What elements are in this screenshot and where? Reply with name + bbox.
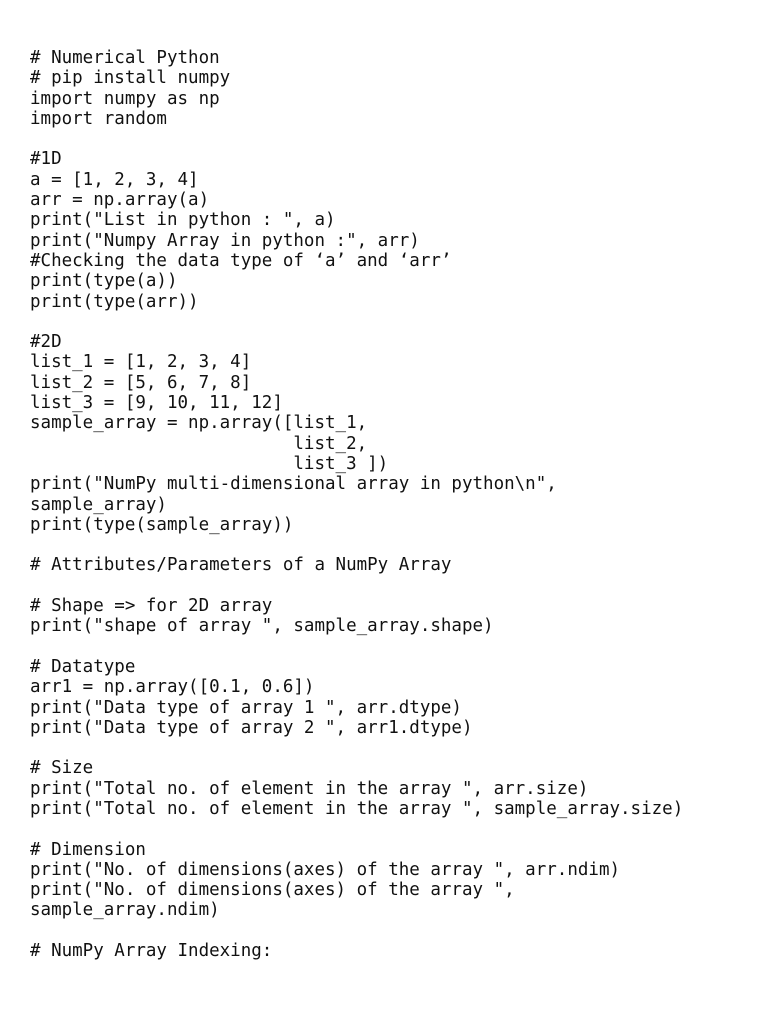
code-line: #1D (30, 149, 62, 170)
code-line (30, 312, 750, 332)
code-line: print("No. of dimensions(axes) of the array ", (30, 880, 515, 901)
code-line: arr = np.array(a) (30, 190, 210, 211)
code-line: import random (30, 108, 167, 129)
code-line: print("Data type of array 2 ", arr1.dtype) (30, 717, 473, 738)
code-line (30, 535, 750, 555)
code-line: print("Total no. of element in the array ", sample_array.size) (30, 798, 684, 819)
code-line: print("Total no. of element in the array ", arr.size) (30, 778, 589, 799)
code-line: print("shape of array ", sample_array.shape) (30, 616, 494, 637)
code-line: # Numerical Python (30, 48, 220, 68)
code-line: arr1 = np.array([0.1, 0.6]) (30, 677, 315, 698)
code-line: # NumPy Array Indexing: (30, 941, 273, 962)
code-line: # Shape => for 2D array (30, 596, 273, 617)
code-line: print("Numpy Array in python :", arr) (30, 230, 420, 251)
code-line: print("NumPy multi-dimensional array in python\n", (30, 474, 557, 495)
code-line (30, 819, 750, 839)
code-line: list_2, (30, 433, 368, 454)
code-line: print(type(sample_array)) (30, 514, 294, 535)
code-line: print(type(arr)) (30, 291, 199, 312)
code-line (30, 738, 750, 758)
code-line: list_3 ]) (30, 453, 389, 474)
code-line: print(type(a)) (30, 271, 178, 292)
code-line: # Size (30, 758, 94, 779)
code-line: import numpy as np (30, 88, 220, 109)
code-line: print("List in python : ", a) (30, 210, 336, 231)
code-line: sample_array = np.array([list_1, (30, 413, 368, 434)
code-line: #Checking the data type of ‘a’ and ‘arr’ (30, 250, 452, 271)
code-line: list_3 = [9, 10, 11, 12] (30, 393, 283, 414)
code-line (30, 129, 750, 149)
code-line: list_1 = [1, 2, 3, 4] (30, 352, 252, 373)
code-line (30, 637, 750, 657)
code-line: print("Data type of array 1 ", arr.dtype) (30, 697, 462, 718)
code-line: sample_array) (30, 494, 167, 515)
code-line (30, 921, 750, 941)
code-line: # Attributes/Parameters of a NumPy Array (30, 555, 452, 576)
code-document (30, 48, 750, 961)
code-line: #2D (30, 332, 62, 353)
code-line: # Datatype (30, 656, 136, 677)
code-line: sample_array.ndim) (30, 900, 220, 921)
code-line: a = [1, 2, 3, 4] (30, 169, 199, 190)
code-line: # pip install numpy (30, 68, 231, 89)
code-line: print("No. of dimensions(axes) of the array ", arr.ndim) (30, 859, 621, 880)
code-line (30, 576, 750, 596)
code-line: list_2 = [5, 6, 7, 8] (30, 372, 252, 393)
code-line: # Dimension (30, 839, 146, 860)
code-block (30, 48, 750, 961)
